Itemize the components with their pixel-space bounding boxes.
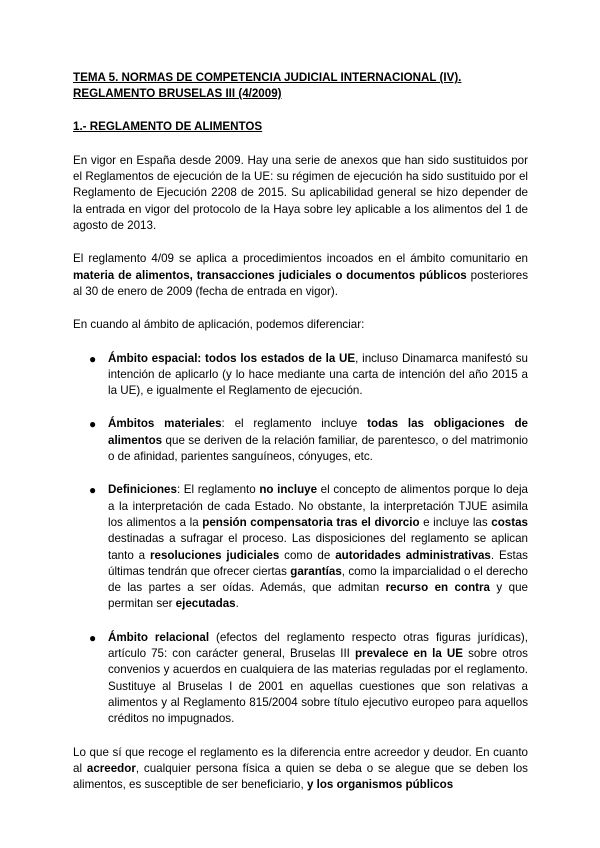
item4-text-1: (efectos del reglamento respecto otras figuras jurídicas), artículo 75: con carácter general, Bruselas III (108, 630, 529, 661)
list-item-ambitos-materiales (73, 416, 528, 465)
item3-bold-8: recurso en contra (385, 581, 490, 595)
item1-text-1: , incluso Dinamarca manifestó su intención de aplicarlo (y lo hace mediante una carta de intención del año 2015 a la UE), e igualmente el Reglamento de ejecución. (108, 351, 528, 398)
paragraph-4-bold-b: acreedor (86, 761, 136, 775)
list-item-ambito-relacional (73, 630, 528, 728)
list-item-ambito-espacial (73, 351, 528, 400)
paragraph-2-text-a: El reglamento 4/09 se aplica a procedimientos incoados en el ámbito comunitario en (73, 252, 528, 266)
item3-bold-9: ejecutadas (175, 597, 236, 611)
paragraph-2-bold: materia de alimentos, transacciones judiciales o documentos públicos (73, 268, 467, 282)
item3-text-2: el concepto de alimentos porque lo deja a la interpretación de cada Estado. No obstante, la interpretación TJUE asimila los alimentos a la (108, 483, 529, 529)
paragraph-1: En vigor en España desde 2009. Hay una serie de anexos que han sido sustituidos por el Reglamentos de ejecución de la UE: su régimen de ejecución ha sido sustituido por el Reglamento de Ejecución 2208 de 2015. Su aplicabilidad general se hizo depender de la entrada en vigor del protocolo de la Haya sobre ley aplicable a los alimentos del 1 de agosto de 2013. (73, 153, 528, 233)
item3-text-8: y que permitan ser (108, 581, 528, 611)
item4-bold-1: Ámbito relacional (108, 630, 210, 644)
item3-bold-3: pensión compensatoria tras el divorcio (202, 515, 420, 529)
scope-list (73, 351, 528, 728)
paragraph-3: En cuando al ámbito de aplicación, podemos diferenciar: (73, 318, 365, 332)
document-page (73, 70, 528, 810)
item3-bold-1: Definiciones (108, 483, 177, 497)
bullet-icon: ● (89, 630, 97, 645)
item4-text-2: sobre otros convenios y acuerdos en cualquiera de las materias reguladas por el reglamento. Sustituye al Bruselas I de 2001 en aquellas cuestiones que son relativas a alimentos y al Reglamento 815/2004 sobre título ejecutivo europeo para aquellos créditos no impugnados. (108, 647, 528, 726)
item2-bold-1: Ámbitos materiales (108, 417, 222, 431)
item3-text-4: destinadas a sufragar el proceso. Las disposiciones del reglamento se aplican tanto a (108, 532, 528, 562)
item1-bold-1: Ámbito espacial: todos los estados de la UE (108, 351, 356, 365)
item3-bold-6: autoridades administrativas (335, 548, 491, 562)
paragraph-4-text-a: Lo que sí que recoge el reglamento es la diferencia entre acreedor y deudor. En cuanto al (73, 745, 528, 775)
item3-bold-2: no incluye (259, 483, 318, 497)
section-heading: 1.- REGLAMENTO DE ALIMENTOS (73, 119, 263, 133)
item3-text-3: e incluye las (419, 515, 492, 529)
item3-bold-4: costas (491, 515, 528, 529)
item3-text-9: . (235, 597, 239, 611)
item2-bold-2: todas las obligaciones de alimentos (108, 417, 528, 447)
item3-text-1: : El reglamento (176, 483, 260, 497)
item2-text-2: que se deriven de la relación familiar, de parentesco, o del matrimonio o de afinidad, parientes sanguíneos, cónyuges, etc. (108, 433, 528, 464)
item2-text-1: : el reglamento incluye (221, 417, 368, 431)
item3-text-6: . Estas últimas tendrán que ofrecer ciertas (108, 548, 528, 578)
document-title (73, 70, 528, 103)
item3-bold-7: garantías (290, 564, 342, 578)
paragraph-2-text-c: posteriores al 30 de enero de 2009 (fecha de entrada en vigor). (73, 268, 528, 298)
bullet-icon: ● (89, 351, 97, 366)
list-item-definiciones (73, 482, 528, 612)
paragraph-4-bold-d: y los organismos públicos (306, 778, 454, 792)
paragraph-4-text-c: , cualquier persona física a quien se deba o se alegue que se deben los alimentos, es susceptible de ser beneficiario, (73, 761, 528, 792)
paragraph-2 (73, 251, 528, 300)
item3-text-7: , como la imparcialidad o el derecho de las partes a ser oídas. Además, que admitan (108, 564, 528, 595)
bullet-icon: ● (89, 417, 97, 432)
title-line-2: REGLAMENTO BRUSELAS III (4/2009) (73, 87, 282, 101)
item4-bold-2: prevalece en la UE (354, 647, 464, 661)
item3-bold-5: resoluciones judiciales (150, 548, 280, 562)
item3-text-5: como de (279, 548, 336, 562)
bullet-icon: ● (89, 483, 97, 498)
paragraph-4 (73, 745, 528, 794)
title-line-1: TEMA 5. NORMAS DE COMPETENCIA JUDICIAL INTERNACIONAL (IV). (73, 71, 462, 84)
